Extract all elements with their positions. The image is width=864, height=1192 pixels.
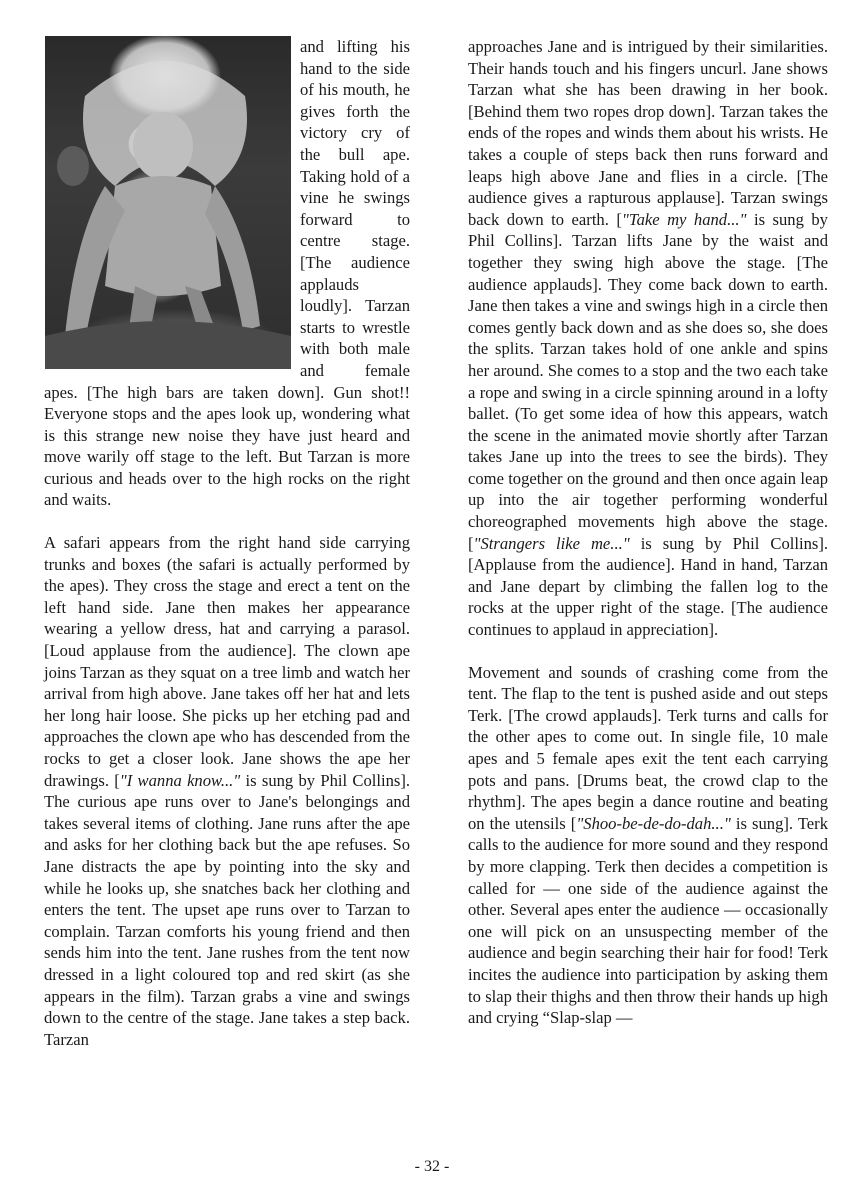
- right-paragraph-1: [468, 36, 828, 641]
- tarzan-performer-photo: [45, 36, 291, 369]
- left-paragraph-2-text-a: A safari appears from the right hand side carrying trunks and boxes (the safari is actually performed by the apes). They cross the stage and erect a tent on the left hand side. Jane then makes her appearance wearing a yellow dress, hat and carrying a parasol. [Loud applause from the audience]. The clown ape joins Tarzan as they squat on a tree limb and watch her arrival from high above. Jane takes off her hat and lets her long hair loose. She picks up her etching pad and approaches the clown ape who has descended from the rocks to get a closer look. Jane shows the ape her drawings. [: [44, 533, 410, 790]
- song-title-i-wanna-know: "I wanna know...": [119, 770, 241, 790]
- song-title-take-my-hand: "Take my hand...": [621, 209, 747, 229]
- right-paragraph-1-text-b: is sung by Phil Collins]. Tarzan lifts Jane by the waist and together they swing high above the stage. [The audience applauds]. They come back down to earth. Jane then takes a vine and swings high in a circle then comes gently back down and as she does so, she does the splits. Tarzan takes hold of one ankle and spins her around. She comes to a stop and the two each take a rope and swing in a circle spinning around in a lofty ballet. (To get some idea of how this appears, watch the scene in the animated movie shortly after Tarzan takes Jane up into the trees to see the birds). They come together on the ground and then once again leap up into the air together performing wonderful choreographed movements high above the stage. [: [468, 209, 828, 553]
- left-paragraph-1: and lifting his hand to the side of his mouth, he gives forth the victory cry of the bull ape. Taking hold of a vine he swings forward to centre stage. [The audience applauds loudly]. Tarzan starts to wrestle with both male and female apes. [The high bars are taken down]. Gun shot!! Everyone stops and the apes look up, wondering what is this strange new noise they have just heard and move warily off stage to the left. But Tarzan is more curious and heads over to the high rocks on the right and waits.: [44, 37, 410, 510]
- left-paragraph-2-text-b: is sung by Phil Collins]. The curious ape runs over to Jane's belongings and takes several items of clothing. Jane runs after the ape and asks for her clothing back but the ape refuses. So Jane distracts the ape by pointing into the sky and while he looks up, she snatches back her clothing and enters the tent. The upset ape runs over to Tarzan to complain. Tarzan comforts his young friend and then sends him into the tent. Jane rushes from the tent now dressed in a light coloured top and red skirt (as she appears in the film). Tarzan grabs a vine and swings down to the centre of the stage. Jane takes a step back. Tarzan: [44, 770, 410, 1049]
- right-column: [468, 36, 828, 1050]
- right-paragraph-2-text-a: Movement and sounds of crashing come from the tent. The flap to the tent is pushed aside and out steps Terk. [The crowd applauds]. Terk turns and calls for the other apes to come out. In single file, 10 male apes and 5 female apes exit the tent each carrying pots and pans. [Drums beat, the crowd clap to the rhythm]. The apes begin a dance routine and beating on the utensils [: [468, 662, 828, 833]
- left-column: [44, 36, 410, 1071]
- right-paragraph-2: [468, 662, 828, 1029]
- song-title-strangers-like-me: "Strangers like me...": [473, 533, 630, 553]
- right-paragraph-1-text-c: is sung by Phil Collins]. [Applause from the audience]. Hand in hand, Tarzan and Jane depart by climbing the fallen log to the rocks at the upper right of the stage. [The audience continues to applaud in appreciation].: [468, 533, 829, 640]
- right-paragraph-1-text-a: approaches Jane and is intrigued by their similarities. Their hands touch and his fingers uncurl. Jane shows Tarzan what she has been drawing in her book. [Behind them two ropes drop down]. Tarzan takes the ends of the ropes and winds them about his wrists. He takes a couple of steps back then runs forward and leaps high above Jane and flies in a circle. [The audience gives a rapturous applause]. Tarzan swings back down to earth. [: [468, 37, 828, 229]
- photo-illustration: [45, 36, 291, 369]
- right-paragraph-2-text-b: is sung]. Terk calls to the audience for more sound and they respond by more clapping. Terk then decides a competition is called for — one side of the audience against the other. Several apes enter the audience — occasionally one will pick on an unsuspecting member of the audience and begin searching their hair for food! Terk incites the audience into participation by asking them to slap their thighs and then throw their hands up high and crying “Slap-slap —: [468, 813, 828, 1028]
- left-paragraph-2: [44, 532, 410, 1050]
- page-number: - 32 -: [414, 1158, 450, 1175]
- song-title-shoo-be-de-do-dah: "Shoo-be-de-do-dah...": [576, 813, 731, 833]
